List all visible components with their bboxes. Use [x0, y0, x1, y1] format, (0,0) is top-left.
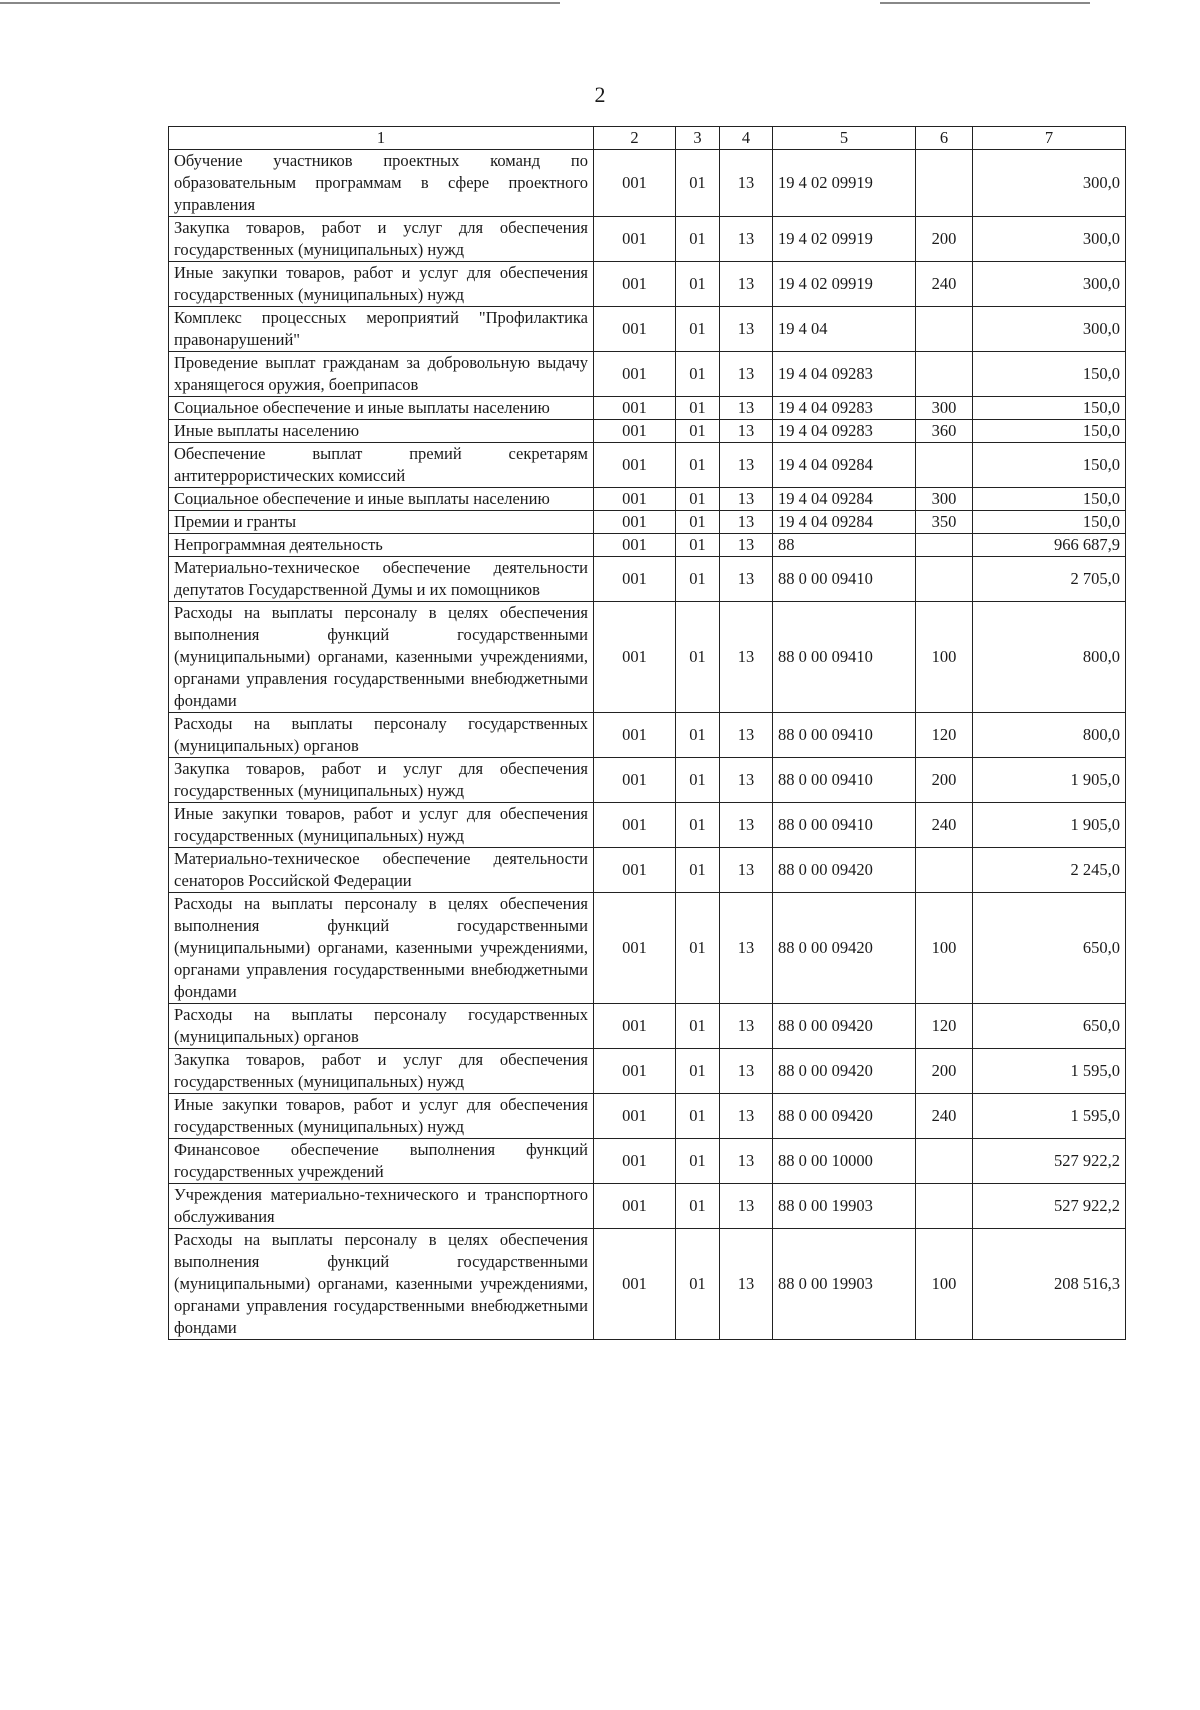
- code-cell-5: 88 0 00 09410: [773, 602, 916, 713]
- code-cell-3: 01: [676, 893, 720, 1004]
- code-cell-6: [916, 307, 973, 352]
- column-header: 7: [973, 127, 1126, 150]
- amount-cell: 150,0: [973, 443, 1126, 488]
- code-cell-4: 13: [720, 534, 773, 557]
- code-cell-3: 01: [676, 511, 720, 534]
- code-cell-2: 001: [594, 713, 676, 758]
- code-cell-3: 01: [676, 1139, 720, 1184]
- code-cell-3: 01: [676, 534, 720, 557]
- code-cell-2: 001: [594, 758, 676, 803]
- code-cell-2: 001: [594, 893, 676, 1004]
- code-cell-3: 01: [676, 1049, 720, 1094]
- code-cell-2: 001: [594, 557, 676, 602]
- code-cell-5: 88 0 00 09420: [773, 1094, 916, 1139]
- row-name-cell: Иные закупки товаров, работ и услуг для обеспечения государственных (муниципальных) нужд: [169, 803, 594, 848]
- row-name-cell: Социальное обеспечение и иные выплаты населению: [169, 397, 594, 420]
- code-cell-6: 240: [916, 803, 973, 848]
- code-cell-2: 001: [594, 488, 676, 511]
- row-name-cell: Иные закупки товаров, работ и услуг для обеспечения государственных (муниципальных) нужд: [169, 1094, 594, 1139]
- code-cell-2: 001: [594, 1049, 676, 1094]
- code-cell-2: 001: [594, 443, 676, 488]
- code-cell-4: 13: [720, 262, 773, 307]
- code-cell-4: 13: [720, 848, 773, 893]
- code-cell-5: 19 4 04 09283: [773, 420, 916, 443]
- code-cell-4: 13: [720, 1049, 773, 1094]
- code-cell-4: 13: [720, 420, 773, 443]
- code-cell-5: 88 0 00 09420: [773, 1004, 916, 1049]
- code-cell-3: 01: [676, 262, 720, 307]
- code-cell-5: 88 0 00 19903: [773, 1184, 916, 1229]
- code-cell-3: 01: [676, 1094, 720, 1139]
- code-cell-6: 300: [916, 488, 973, 511]
- code-cell-5: 88 0 00 09420: [773, 893, 916, 1004]
- code-cell-3: 01: [676, 557, 720, 602]
- code-cell-6: 120: [916, 1004, 973, 1049]
- code-cell-3: 01: [676, 602, 720, 713]
- code-cell-2: 001: [594, 352, 676, 397]
- code-cell-5: 88 0 00 09410: [773, 803, 916, 848]
- code-cell-3: 01: [676, 217, 720, 262]
- code-cell-6: 240: [916, 1094, 973, 1139]
- code-cell-5: 88 0 00 09410: [773, 557, 916, 602]
- amount-cell: 300,0: [973, 150, 1126, 217]
- code-cell-5: 19 4 02 09919: [773, 262, 916, 307]
- code-cell-2: 001: [594, 1004, 676, 1049]
- amount-cell: 527 922,2: [973, 1139, 1126, 1184]
- table-row: [169, 1094, 1126, 1139]
- amount-cell: 1 905,0: [973, 758, 1126, 803]
- code-cell-6: 240: [916, 262, 973, 307]
- amount-cell: 150,0: [973, 488, 1126, 511]
- code-cell-6: [916, 1184, 973, 1229]
- code-cell-6: 100: [916, 1229, 973, 1340]
- code-cell-6: [916, 150, 973, 217]
- row-name-cell: Материально-техническое обеспечение деятельности сенаторов Российской Федерации: [169, 848, 594, 893]
- code-cell-6: [916, 1139, 973, 1184]
- code-cell-3: 01: [676, 1184, 720, 1229]
- table-row: [169, 262, 1126, 307]
- code-cell-6: [916, 848, 973, 893]
- code-cell-2: 001: [594, 1139, 676, 1184]
- code-cell-4: 13: [720, 893, 773, 1004]
- code-cell-4: 13: [720, 307, 773, 352]
- code-cell-5: 88 0 00 19903: [773, 1229, 916, 1340]
- code-cell-6: 300: [916, 397, 973, 420]
- code-cell-6: 200: [916, 1049, 973, 1094]
- amount-cell: 300,0: [973, 307, 1126, 352]
- code-cell-4: 13: [720, 803, 773, 848]
- code-cell-3: 01: [676, 758, 720, 803]
- row-name-cell: Закупка товаров, работ и услуг для обеспечения государственных (муниципальных) нужд: [169, 1049, 594, 1094]
- code-cell-4: 13: [720, 488, 773, 511]
- amount-cell: 1 905,0: [973, 803, 1126, 848]
- code-cell-2: 001: [594, 803, 676, 848]
- table-row: [169, 713, 1126, 758]
- code-cell-6: 200: [916, 217, 973, 262]
- scan-edge-line: [0, 2, 560, 4]
- column-header: 5: [773, 127, 916, 150]
- code-cell-2: 001: [594, 150, 676, 217]
- amount-cell: 300,0: [973, 262, 1126, 307]
- table-row: [169, 557, 1126, 602]
- amount-cell: 150,0: [973, 420, 1126, 443]
- table-row: [169, 420, 1126, 443]
- table-row: [169, 803, 1126, 848]
- table-row: [169, 511, 1126, 534]
- table-row: [169, 488, 1126, 511]
- row-name-cell: Закупка товаров, работ и услуг для обеспечения государственных (муниципальных) нужд: [169, 217, 594, 262]
- code-cell-3: 01: [676, 443, 720, 488]
- row-name-cell: Иные выплаты населению: [169, 420, 594, 443]
- code-cell-2: 001: [594, 534, 676, 557]
- code-cell-2: 001: [594, 262, 676, 307]
- column-header: 3: [676, 127, 720, 150]
- table-body: [169, 127, 1126, 1340]
- code-cell-5: 19 4 04 09284: [773, 511, 916, 534]
- table-row: [169, 758, 1126, 803]
- code-cell-6: [916, 557, 973, 602]
- table-row: [169, 1004, 1126, 1049]
- code-cell-3: 01: [676, 713, 720, 758]
- code-cell-6: 100: [916, 602, 973, 713]
- table-row: [169, 443, 1126, 488]
- code-cell-6: 360: [916, 420, 973, 443]
- code-cell-5: 19 4 02 09919: [773, 150, 916, 217]
- amount-cell: 2 245,0: [973, 848, 1126, 893]
- row-name-cell: Закупка товаров, работ и услуг для обеспечения государственных (муниципальных) нужд: [169, 758, 594, 803]
- row-name-cell: Социальное обеспечение и иные выплаты населению: [169, 488, 594, 511]
- code-cell-3: 01: [676, 307, 720, 352]
- code-cell-4: 13: [720, 150, 773, 217]
- table-row: [169, 1139, 1126, 1184]
- code-cell-5: 88: [773, 534, 916, 557]
- amount-cell: 650,0: [973, 893, 1126, 1004]
- code-cell-6: [916, 443, 973, 488]
- amount-cell: 800,0: [973, 602, 1126, 713]
- code-cell-3: 01: [676, 1229, 720, 1340]
- table-row: [169, 352, 1126, 397]
- code-cell-3: 01: [676, 150, 720, 217]
- amount-cell: 208 516,3: [973, 1229, 1126, 1340]
- code-cell-3: 01: [676, 397, 720, 420]
- table-row: [169, 602, 1126, 713]
- row-name-cell: Финансовое обеспечение выполнения функций государственных учреждений: [169, 1139, 594, 1184]
- table-row: [169, 397, 1126, 420]
- code-cell-3: 01: [676, 488, 720, 511]
- amount-cell: 527 922,2: [973, 1184, 1126, 1229]
- code-cell-3: 01: [676, 848, 720, 893]
- code-cell-5: 19 4 02 09919: [773, 217, 916, 262]
- amount-cell: 1 595,0: [973, 1094, 1126, 1139]
- code-cell-4: 13: [720, 1139, 773, 1184]
- code-cell-4: 13: [720, 713, 773, 758]
- table-row: [169, 1049, 1126, 1094]
- code-cell-3: 01: [676, 352, 720, 397]
- table-row: [169, 893, 1126, 1004]
- code-cell-4: 13: [720, 511, 773, 534]
- code-cell-4: 13: [720, 352, 773, 397]
- table-row: [169, 217, 1126, 262]
- code-cell-4: 13: [720, 557, 773, 602]
- table-row: [169, 150, 1126, 217]
- row-name-cell: Расходы на выплаты персоналу в целях обеспечения выполнения функций государственными (муниципальными) органами, казенными учреждениями, органами управления государственными внебюджетными фондами: [169, 1229, 594, 1340]
- page-number: 2: [594, 82, 606, 107]
- code-cell-2: 001: [594, 307, 676, 352]
- code-cell-2: 001: [594, 1229, 676, 1340]
- row-name-cell: Расходы на выплаты персоналу государственных (муниципальных) органов: [169, 713, 594, 758]
- table-row: [169, 1184, 1126, 1229]
- code-cell-4: 13: [720, 1004, 773, 1049]
- code-cell-2: 001: [594, 602, 676, 713]
- amount-cell: 2 705,0: [973, 557, 1126, 602]
- column-header: 2: [594, 127, 676, 150]
- code-cell-5: 88 0 00 09420: [773, 1049, 916, 1094]
- code-cell-2: 001: [594, 1184, 676, 1229]
- row-name-cell: Комплекс процессных мероприятий "Профилактика правонарушений": [169, 307, 594, 352]
- code-cell-2: 001: [594, 1094, 676, 1139]
- code-cell-4: 13: [720, 443, 773, 488]
- amount-cell: 1 595,0: [973, 1049, 1126, 1094]
- row-name-cell: Учреждения материально-технического и транспортного обслуживания: [169, 1184, 594, 1229]
- table-row: [169, 1229, 1126, 1340]
- code-cell-6: [916, 352, 973, 397]
- code-cell-2: 001: [594, 420, 676, 443]
- code-cell-5: 19 4 04 09284: [773, 488, 916, 511]
- code-cell-5: 19 4 04 09283: [773, 352, 916, 397]
- code-cell-3: 01: [676, 803, 720, 848]
- code-cell-5: 19 4 04: [773, 307, 916, 352]
- amount-cell: 150,0: [973, 352, 1126, 397]
- row-name-cell: Обеспечение выплат премий секретарям антитеррористических комиссий: [169, 443, 594, 488]
- amount-cell: 650,0: [973, 1004, 1126, 1049]
- amount-cell: 966 687,9: [973, 534, 1126, 557]
- table-row: [169, 534, 1126, 557]
- row-name-cell: Иные закупки товаров, работ и услуг для обеспечения государственных (муниципальных) нужд: [169, 262, 594, 307]
- amount-cell: 150,0: [973, 511, 1126, 534]
- code-cell-4: 13: [720, 1094, 773, 1139]
- row-name-cell: Материально-техническое обеспечение деятельности депутатов Государственной Думы и их помощников: [169, 557, 594, 602]
- column-header: 4: [720, 127, 773, 150]
- row-name-cell: Непрограммная деятельность: [169, 534, 594, 557]
- row-name-cell: Расходы на выплаты персоналу в целях обеспечения выполнения функций государственными (муниципальными) органами, казенными учреждениями, органами управления государственными внебюджетными фондами: [169, 602, 594, 713]
- code-cell-2: 001: [594, 217, 676, 262]
- row-name-cell: Обучение участников проектных команд по образовательным программам в сфере проектного управления: [169, 150, 594, 217]
- code-cell-5: 88 0 00 09410: [773, 713, 916, 758]
- code-cell-4: 13: [720, 1184, 773, 1229]
- code-cell-2: 001: [594, 848, 676, 893]
- code-cell-4: 13: [720, 397, 773, 420]
- code-cell-4: 13: [720, 602, 773, 713]
- code-cell-4: 13: [720, 1229, 773, 1340]
- column-header: 6: [916, 127, 973, 150]
- code-cell-6: [916, 534, 973, 557]
- budget-table: [168, 126, 1126, 1340]
- code-cell-5: 88 0 00 10000: [773, 1139, 916, 1184]
- code-cell-6: 200: [916, 758, 973, 803]
- row-name-cell: Расходы на выплаты персоналу в целях обеспечения выполнения функций государственными (муниципальными) органами, казенными учреждениями, органами управления государственными внебюджетными фондами: [169, 893, 594, 1004]
- code-cell-4: 13: [720, 217, 773, 262]
- table-header-row: [169, 127, 1126, 150]
- amount-cell: 800,0: [973, 713, 1126, 758]
- code-cell-6: 100: [916, 893, 973, 1004]
- code-cell-2: 001: [594, 397, 676, 420]
- code-cell-5: 88 0 00 09420: [773, 848, 916, 893]
- code-cell-3: 01: [676, 420, 720, 443]
- code-cell-5: 19 4 04 09284: [773, 443, 916, 488]
- row-name-cell: Премии и гранты: [169, 511, 594, 534]
- amount-cell: 300,0: [973, 217, 1126, 262]
- row-name-cell: Расходы на выплаты персоналу государственных (муниципальных) органов: [169, 1004, 594, 1049]
- table-row: [169, 848, 1126, 893]
- code-cell-5: 88 0 00 09410: [773, 758, 916, 803]
- code-cell-4: 13: [720, 758, 773, 803]
- code-cell-6: 120: [916, 713, 973, 758]
- code-cell-6: 350: [916, 511, 973, 534]
- code-cell-5: 19 4 04 09283: [773, 397, 916, 420]
- table-row: [169, 307, 1126, 352]
- amount-cell: 150,0: [973, 397, 1126, 420]
- code-cell-2: 001: [594, 511, 676, 534]
- column-header: 1: [169, 127, 594, 150]
- scan-edge-line: [880, 2, 1090, 4]
- code-cell-3: 01: [676, 1004, 720, 1049]
- row-name-cell: Проведение выплат гражданам за добровольную выдачу хранящегося оружия, боеприпасов: [169, 352, 594, 397]
